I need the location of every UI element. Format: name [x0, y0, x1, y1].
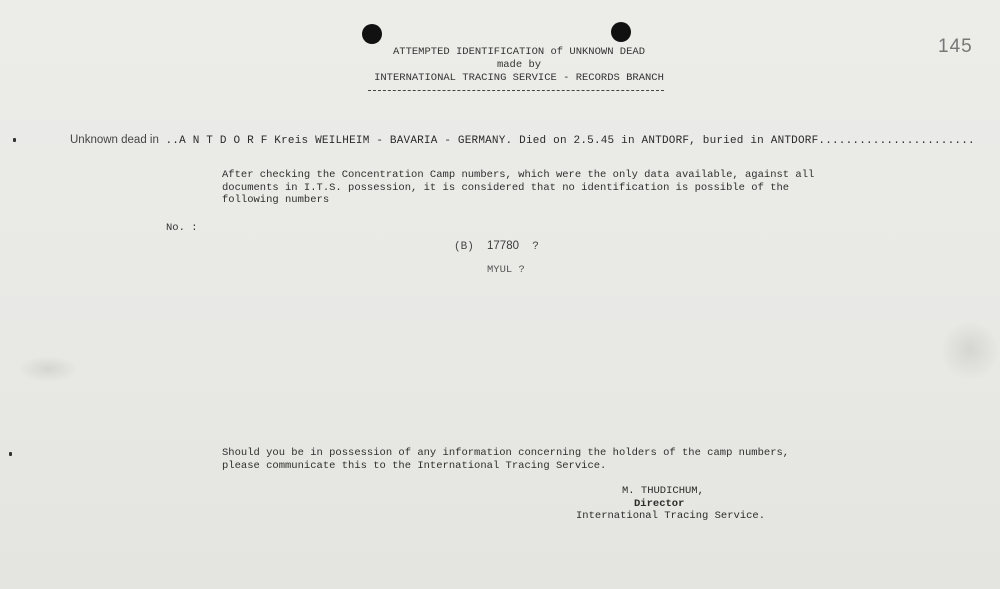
- unknown-dead-prefix: Unknown dead in: [70, 134, 159, 146]
- body-line: documents in I.T.S. possession, it is considered that no identification is possible of the: [222, 181, 790, 194]
- signature-block: [576, 485, 786, 523]
- header-made-by: made by: [496, 59, 542, 71]
- body-paragraph: [222, 169, 842, 207]
- signatory-title: Director: [634, 497, 685, 510]
- paper-smudge: [940, 320, 1000, 380]
- footer-line: Should you be in possession of any information concerning the holders of the camp numbers,: [222, 447, 790, 459]
- page-number: 145: [938, 36, 973, 57]
- header-divider: [368, 90, 664, 91]
- signatory-organization: International Tracing Service.: [576, 510, 766, 522]
- punch-hole-left: [362, 24, 382, 44]
- signatory-name: M. THUDICHUM,: [622, 485, 704, 497]
- camp-number-entry: [454, 240, 539, 253]
- footer-paragraph: [222, 447, 822, 472]
- footer-line: please communicate this to the International Tracing Service.: [222, 459, 607, 472]
- punch-hole-right: [611, 22, 631, 42]
- number-label: No. :: [166, 222, 198, 234]
- camp-number-value: 17780: [487, 240, 519, 252]
- camp-number-entry-2: MYUL ?: [487, 264, 525, 276]
- camp-number-prefix: (B): [454, 241, 474, 253]
- body-line: following numbers: [222, 194, 330, 206]
- paper-smudge: [18, 356, 78, 382]
- document-header: [350, 46, 688, 85]
- header-title: ATTEMPTED IDENTIFICATION of UNKNOWN DEAD: [392, 46, 646, 58]
- edge-mark: [13, 138, 16, 142]
- edge-mark: [9, 452, 12, 456]
- body-line: After checking the Concentration Camp numbers, which were the only data available, against all: [222, 169, 815, 181]
- header-organization: INTERNATIONAL TRACING SERVICE - RECORDS BRANCH: [374, 72, 664, 84]
- unknown-dead-line: [70, 134, 975, 147]
- unknown-dead-detail: ..A N T D O R F Kreis WEILHEIM - BAVARIA - GERMANY. Died on 2.5.45 in ANTDORF, buried in ANTDORF.......................: [165, 135, 975, 147]
- camp-number-mark: ?: [532, 241, 539, 253]
